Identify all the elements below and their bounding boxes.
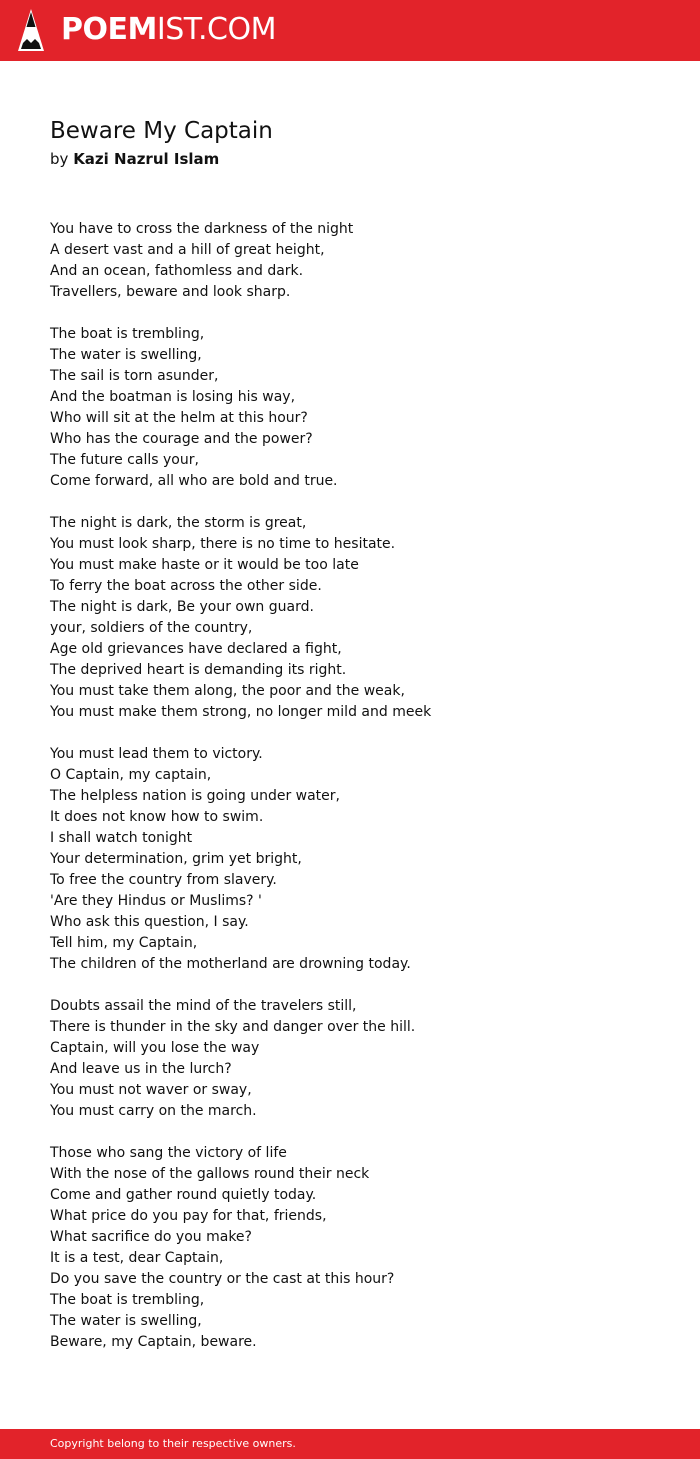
poem-header xyxy=(50,117,650,168)
poem-line: And leave us in the lurch? xyxy=(50,1061,232,1077)
poem-stanza xyxy=(50,744,650,975)
pencil-tip-icon xyxy=(17,8,45,52)
poem-line: You must look sharp, there is no time to hesitate. xyxy=(50,536,396,552)
poem-line: Beware, my Captain, beware. xyxy=(50,1334,257,1350)
poem-line: And the boatman is losing his way, xyxy=(50,389,296,405)
poem-line: It does not know how to swim. xyxy=(50,809,264,825)
poem-line: The night is dark, Be your own guard. xyxy=(50,599,314,615)
poem-line: The night is dark, the storm is great, xyxy=(50,515,307,531)
footer-bar xyxy=(0,1429,700,1459)
poem-line: Doubts assail the mind of the travelers still, xyxy=(50,998,357,1014)
poem-line: 'Are they Hindus or Muslims? ' xyxy=(50,893,262,909)
poem-stanza xyxy=(50,1143,650,1353)
poem-line: The future calls your, xyxy=(50,452,199,468)
by-label: by xyxy=(50,150,69,168)
copyright-text: Copyright belong to their respective owners. xyxy=(50,1437,296,1450)
poem-line: Who has the courage and the power? xyxy=(50,431,313,447)
logo-bold-text: POEM xyxy=(61,12,157,47)
poem-body xyxy=(50,219,650,1374)
poem-line: The helpless nation is going under water, xyxy=(50,788,340,804)
poem-line: The boat is trembling, xyxy=(50,326,205,342)
poem-line: You must lead them to victory. xyxy=(50,746,263,762)
poem-line: The sail is torn asunder, xyxy=(50,368,219,384)
site-logo-text xyxy=(61,12,276,47)
poem-line: Do you save the country or the cast at this hour? xyxy=(50,1271,395,1287)
poem-stanza xyxy=(50,996,650,1122)
poem-line: Come and gather round quietly today. xyxy=(50,1187,317,1203)
poem-line: Come forward, all who are bold and true. xyxy=(50,473,338,489)
site-logo[interactable] xyxy=(17,8,276,52)
poem-line: You have to cross the darkness of the night xyxy=(50,221,354,237)
top-bar xyxy=(0,0,700,61)
author-name: Kazi Nazrul Islam xyxy=(73,150,220,168)
poem-line: Those who sang the victory of life xyxy=(50,1145,287,1161)
poem-line: Age old grievances have declared a fight, xyxy=(50,641,342,657)
poem-line: I shall watch tonight xyxy=(50,830,193,846)
poem-line: You must make haste or it would be too late xyxy=(50,557,359,573)
poem-line: With the nose of the gallows round their neck xyxy=(50,1166,370,1182)
poem-line: What price do you pay for that, friends, xyxy=(50,1208,327,1224)
byline xyxy=(50,150,650,168)
poem-line: The water is swelling, xyxy=(50,347,202,363)
poem-line: The boat is trembling, xyxy=(50,1292,205,1308)
poem-line: O Captain, my captain, xyxy=(50,767,212,783)
logo-light-text: IST.COM xyxy=(156,12,276,47)
poem-line: You must take them along, the poor and the weak, xyxy=(50,683,405,699)
poem-line: And an ocean, fathomless and dark. xyxy=(50,263,304,279)
poem-line: Captain, will you lose the way xyxy=(50,1040,260,1056)
poem-line: You must make them strong, no longer mild and meek xyxy=(50,704,432,720)
poem-line: Tell him, my Captain, xyxy=(50,935,198,951)
poem-line: A desert vast and a hill of great height, xyxy=(50,242,325,258)
poem-title: Beware My Captain xyxy=(50,118,273,144)
poem-line: Who ask this question, I say. xyxy=(50,914,249,930)
poem-line: The children of the motherland are drowning today. xyxy=(50,956,411,972)
poem-line: The deprived heart is demanding its right. xyxy=(50,662,347,678)
poem-line: It is a test, dear Captain, xyxy=(50,1250,224,1266)
poem-line: Who will sit at the helm at this hour? xyxy=(50,410,308,426)
poem-line: your, soldiers of the country, xyxy=(50,620,253,636)
poem-line: The water is swelling, xyxy=(50,1313,202,1329)
poem-line: Travellers, beware and look sharp. xyxy=(50,284,291,300)
poem-line: You must carry on the march. xyxy=(50,1103,257,1119)
poem-line: To ferry the boat across the other side. xyxy=(50,578,322,594)
poem-stanza xyxy=(50,513,650,723)
poem-stanza xyxy=(50,219,650,303)
poem-stanza xyxy=(50,324,650,492)
poem-line: There is thunder in the sky and danger over the hill. xyxy=(50,1019,416,1035)
poem-line: To free the country from slavery. xyxy=(50,872,277,888)
poem-line: What sacrifice do you make? xyxy=(50,1229,252,1245)
poem-line: You must not waver or sway, xyxy=(50,1082,252,1098)
poem-line: Your determination, grim yet bright, xyxy=(50,851,302,867)
